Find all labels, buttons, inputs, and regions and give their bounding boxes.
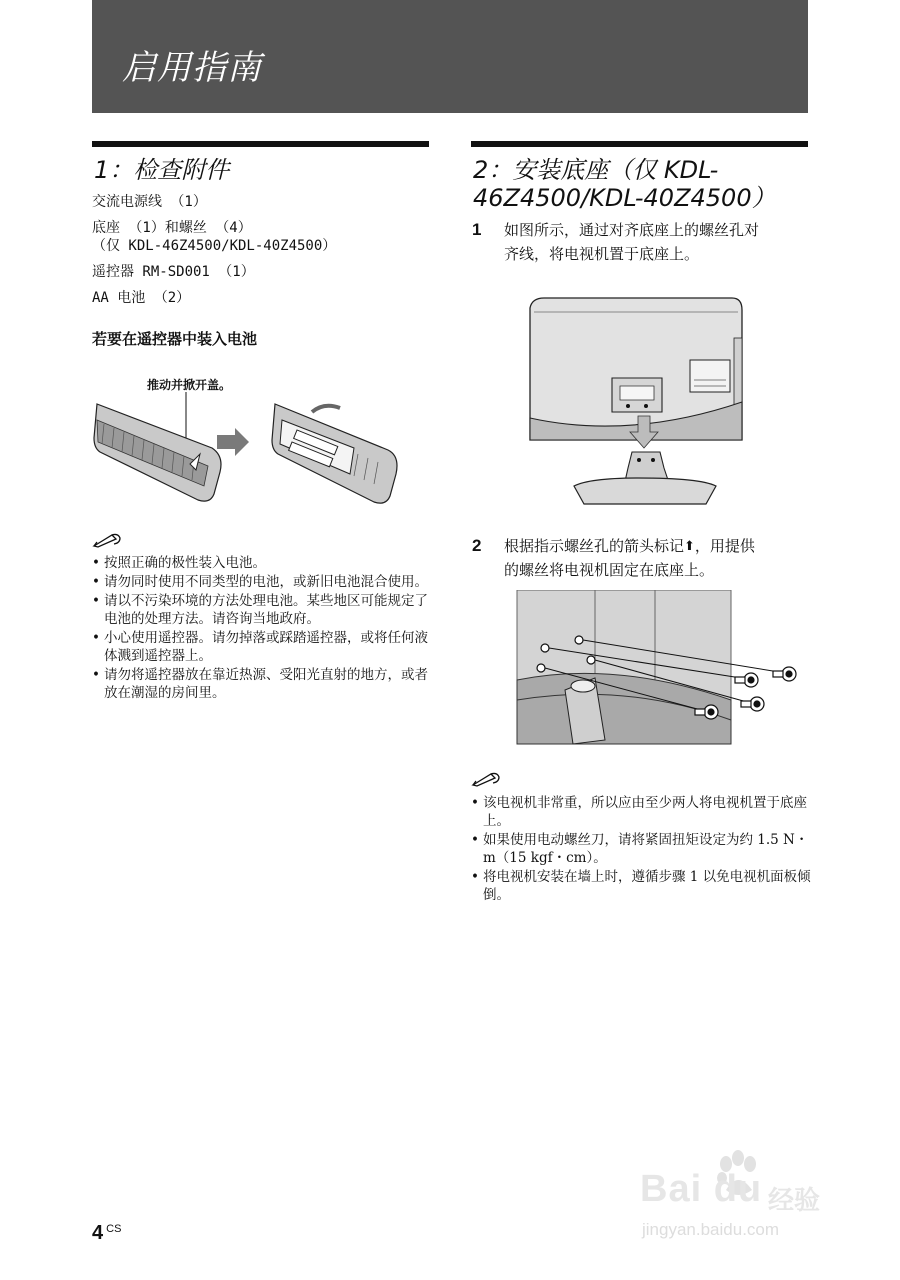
item-power-cord: 交流电源线 （1） [92, 194, 207, 210]
item-batteries: AA 电池 （2） [92, 290, 191, 306]
watermark-url: jingyan.baidu.com [642, 1220, 780, 1239]
section2-title-line1: 2：安装底座（仅 KDL- [473, 156, 719, 184]
baidu-watermark [640, 1150, 840, 1250]
screws-figure [515, 590, 815, 750]
list-item: • 按照正确的极性装入电池。 [92, 554, 432, 572]
item-stand-models: （仅 KDL-46Z4500/KDL-40Z4500） [92, 238, 337, 254]
note-pencil-icon [92, 532, 122, 548]
figure-caption: 推动并掀开盖。 [147, 378, 232, 392]
watermark-name: 经验 [768, 1186, 821, 1216]
item-remote: 遥控器 RM-SD001 （1） [92, 264, 255, 280]
stand-notes-list [471, 794, 811, 905]
step-1-line2: 齐线，将电视机置于底座上。 [504, 245, 700, 263]
page-number-suffix: CS [106, 1223, 122, 1235]
watermark-brand: Bai du [640, 1168, 763, 1210]
section1-rule [92, 141, 429, 147]
battery-notes-list [92, 554, 432, 703]
step-2-line1 [504, 534, 755, 559]
section2-rule [471, 141, 808, 147]
page-title: 启用指南 [122, 48, 262, 88]
list-item: • 将电视机安装在墙上时，遵循步骤 1 以免电视机面板倾倒。 [471, 868, 811, 904]
remote-battery-figure [92, 390, 412, 520]
page-number-value: 4 [92, 1222, 104, 1244]
page-number [92, 1222, 121, 1245]
section2-title-line2: 46Z4500/KDL-40Z4500） [473, 184, 776, 212]
step-2-number: 2 [472, 536, 482, 555]
item-stand-screws: 底座 （1）和螺丝 （4） [92, 220, 252, 236]
step-1-number: 1 [472, 220, 482, 239]
step-1-line1: 如图所示，通过对齐底座上的螺丝孔对 [504, 221, 760, 239]
note-pencil-icon [471, 771, 501, 787]
list-item: • 请勿同时使用不同类型的电池，或新旧电池混合使用。 [92, 573, 432, 591]
step-2-line1-b: ，用提供 [694, 537, 755, 555]
up-arrow-mark-icon: ⬆ [684, 539, 695, 554]
battery-subhead: 若要在遥控器中装入电池 [92, 330, 258, 348]
list-item: • 请勿将遥控器放在靠近热源、受阳光直射的地方，或者放在潮湿的房间里。 [92, 666, 432, 702]
step-2-line1-a: 根据指示螺丝孔的箭头标记 [504, 537, 685, 555]
list-item: • 小心使用遥控器。请勿掉落或踩踏遥控器，或将任何液体溅到遥控器上。 [92, 629, 432, 665]
tv-stand-figure [520, 290, 760, 510]
list-item: • 该电视机非常重，所以应由至少两人将电视机置于底座上。 [471, 794, 811, 830]
list-item: • 如果使用电动螺丝刀，请将紧固扭矩设定为约 1.5 N・m（15 kgf・cm）。 [471, 831, 811, 867]
list-item: • 请以不污染环境的方法处理电池。某些地区可能规定了电池的处理方法。请咨询当地政府。 [92, 592, 432, 628]
step-2-line2: 的螺丝将电视机固定在底座上。 [504, 561, 715, 579]
section1-title: 1：检查附件 [94, 156, 230, 184]
